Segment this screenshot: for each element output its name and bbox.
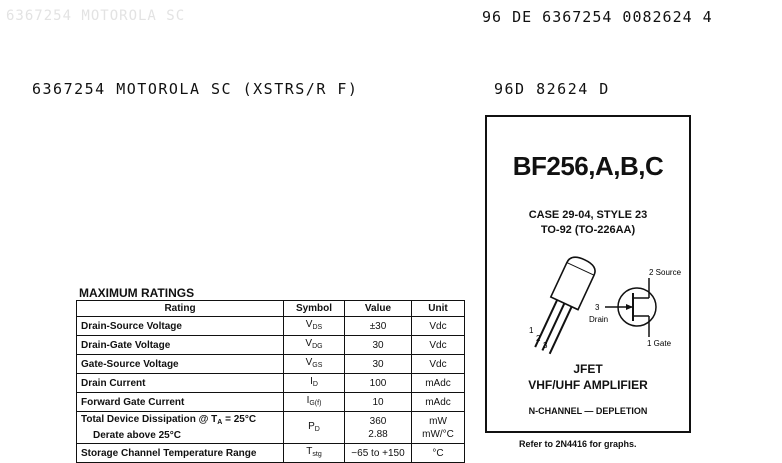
value-cell: 10: [345, 393, 412, 412]
to92-package-drawing: [527, 257, 599, 357]
col-header-value: Value: [345, 301, 412, 317]
value-cell: 30: [345, 336, 412, 355]
rating-cell: Gate-Source Voltage: [77, 355, 284, 374]
table-row: [77, 374, 465, 393]
table-row: [77, 444, 465, 463]
channel-type: N-CHANNEL — DEPLETION: [528, 406, 648, 416]
case-style: CASE 29-04, STYLE 23: [528, 209, 648, 221]
table-row: [77, 336, 465, 355]
rating-cell: Drain Current: [77, 374, 284, 393]
rating-cell: Drain-Gate Voltage: [77, 336, 284, 355]
value-cell: 360 2.88: [345, 412, 412, 444]
pin-label-2: 2: [536, 334, 541, 343]
header-line: 6367254 MOTOROLA SC (XSTRS/R F): [32, 80, 359, 98]
value-cell: 100: [345, 374, 412, 393]
symbol-cell: $I_{G(f)}$: [284, 393, 345, 412]
symbol-cell: $T_{stg}$: [284, 444, 345, 463]
col-header-symbol: Symbol: [284, 301, 345, 317]
symbol-cell: $P_D$: [284, 412, 345, 444]
faint-header-text: 6367254 MOTOROLA SC: [6, 8, 186, 24]
symbol-cell: $V_{DG}$: [284, 336, 345, 355]
table-row: [77, 355, 465, 374]
table-row: [77, 317, 465, 336]
pin-label-1: 1: [529, 326, 534, 335]
device-application: VHF/UHF AMPLIFIER: [528, 378, 648, 392]
rating-cell: Storage Channel Temperature Range: [77, 444, 284, 463]
rating-cell: Total Device Dissipation @ $T_A = 25^\circ C$ Derate above 25°C: [77, 412, 284, 444]
gate-label: 1 Gate: [647, 339, 672, 348]
device-type: JFET: [573, 362, 603, 376]
part-info-box: [485, 115, 691, 433]
drain-number: 3: [595, 303, 600, 312]
package-type: TO-92 (TO-226AA): [540, 224, 636, 236]
unit-cell: °C: [412, 444, 465, 463]
table-row: [77, 393, 465, 412]
ratings-title: MAXIMUM RATINGS: [79, 286, 195, 300]
symbol-cell: $I_D$: [284, 374, 345, 393]
value-cell: 30: [345, 355, 412, 374]
top-codes: 96 DE 6367254 0082624 4: [482, 8, 713, 26]
unit-cell: Vdc: [412, 336, 465, 355]
source-label: 2 Source: [649, 268, 682, 277]
ratings-table: [76, 300, 465, 463]
header-code: 96D 82624 D: [494, 80, 610, 98]
unit-cell: Vdc: [412, 355, 465, 374]
drain-label: Drain: [589, 315, 609, 324]
part-number: BF256,A,B,C: [512, 151, 664, 181]
unit-cell: mAdc: [412, 374, 465, 393]
col-header-unit: Unit: [412, 301, 465, 317]
value-cell: −65 to +150: [345, 444, 412, 463]
jfet-symbol: [589, 265, 691, 355]
unit-cell: mAdc: [412, 393, 465, 412]
rating-cell: Drain-Source Voltage: [77, 317, 284, 336]
unit-cell: mW mW/°C: [412, 412, 465, 444]
table-row: [77, 412, 465, 444]
unit-cell: Vdc: [412, 317, 465, 336]
value-cell: ±30: [345, 317, 412, 336]
symbol-cell: $V_{DS}$: [284, 317, 345, 336]
col-header-rating: Rating: [77, 301, 284, 317]
refer-note: Refer to 2N4416 for graphs.: [519, 439, 637, 449]
rating-cell: Forward Gate Current: [77, 393, 284, 412]
table-header-row: [77, 301, 465, 317]
pin-label-3: 3: [543, 341, 548, 350]
symbol-cell: $V_{GS}$: [284, 355, 345, 374]
